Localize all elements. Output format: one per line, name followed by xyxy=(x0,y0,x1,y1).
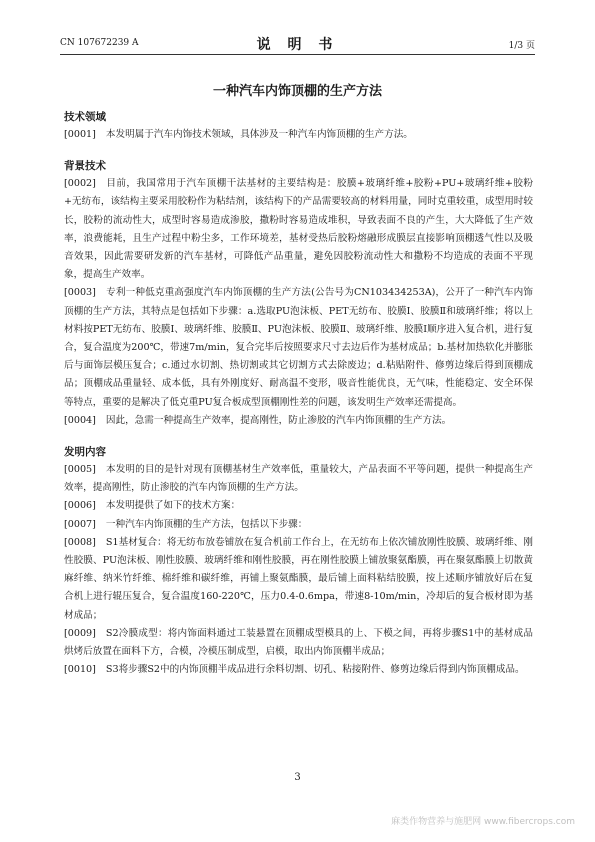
paragraph-number: [0006] xyxy=(64,500,96,512)
document-body xyxy=(64,108,533,679)
section-heading: 背景技术 xyxy=(64,160,106,173)
paragraph-number: [0003] xyxy=(64,287,96,299)
paragraph xyxy=(64,625,533,661)
paragraph-text: S2冷膜成型：将内饰面料通过工装悬置在顶棚成型模具的上、下模之间，再将步骤S1中的基材成品烘烤后放置在面料下方，合模，冷模压制成型，启模，取出内饰顶棚半成品； xyxy=(64,627,533,658)
paragraph-text: 专利一种低克重高强度汽车内饰顶棚的生产方法(公告号为CN103434253A)，公开了一种汽车内饰顶棚的生产方法，其特点是包括如下步骤：a.选取PU泡沫板、PET无纺布、胶膜Ⅰ、胶膜Ⅱ和玻璃纤维；将以上材料按PET无纺布、胶膜Ⅰ、玻璃纤维、胶膜Ⅱ、PU泡沫板、胶膜Ⅱ、玻璃纤维、胶膜Ⅰ顺序进入复合机，进行复合，复合温度为200℃，带速7m/min，复合完毕后按照要求尺寸去边后作为基材成品；b.基材加热软化并膨胀后与面饰层模压复合；c.通过水切割、热切割或其它切割方式去除废边；d.粘贴附件、修剪边缘后得到顶棚成品；顶棚成品重量轻、成本低，具有外刚度好、耐高温不变形，吸音性能优良，无气味，性能稳定、安全环保等特点，重要的是解决了低克重PU复合板成型顶棚刚性差的问题，该发明生产效率还需提高。 xyxy=(64,287,533,408)
page-number: 3 xyxy=(294,772,301,783)
section-heading: 发明内容 xyxy=(64,446,106,459)
paragraph-number: [0005] xyxy=(64,464,96,476)
publication-number: CN 107672239 A xyxy=(60,38,139,48)
document-type: 说 明 书 xyxy=(256,37,339,53)
page-indicator: 1/3 页 xyxy=(508,41,535,51)
paragraph-text: 一种汽车内饰顶棚的生产方法，包括以下步骤： xyxy=(105,518,308,530)
paragraph-number: [0007] xyxy=(64,518,96,530)
paragraph xyxy=(64,497,533,515)
paragraph-text: 本发明的目的是针对现有顶棚基材生产效率低，重量较大，产品表面不平等问题，提供一种提高生产效率，提高刚性，防止渗胶的汽车内饰顶棚的生产方法。 xyxy=(64,464,533,494)
section-heading: 技术领域 xyxy=(64,111,106,123)
watermark: 麻类作物营养与施肥网 www.fibercrops.com xyxy=(391,817,575,827)
paragraph-text: 本发明属于汽车内饰技术领域，具体涉及一种汽车内饰顶棚的生产方法。 xyxy=(105,129,413,140)
document-title: 一种汽车内饰顶棚的生产方法 xyxy=(212,84,382,99)
paragraph xyxy=(64,461,533,497)
paragraph-text: S3将步骤S2中的内饰顶棚半成品进行余料切割、切孔、粘接附件、修剪边缘后得到内饰顶棚成品。 xyxy=(105,664,525,676)
paragraph-number: [0002] xyxy=(64,178,96,190)
paragraph xyxy=(64,412,533,430)
paragraph xyxy=(64,534,533,625)
paragraph-text: S1基材复合：将无纺布放卷铺放在复合机前工作台上，在无纺布上依次铺放刚性胶膜、玻璃纤维、刚性胶膜、PU泡沫板、刚性胶膜、玻璃纤维和刚性胶膜，再在刚性胶膜上铺放聚氨酯膜，再在聚氨酯膜上切散黄麻纤维、纳米竹纤维、棉纤维和碳纤维，再铺上聚氨酯膜，最后铺上面料粘结胶膜，按上述顺序铺放好后在复合机上进行辊压复合，复合温度160-220℃，压力0.4-0.6mpa，带速8-10m/min，冷却后的复合板材即为基材成品； xyxy=(64,536,533,621)
paragraph-number: [0010] xyxy=(64,664,96,676)
paragraph xyxy=(64,661,533,679)
page-header xyxy=(60,34,535,55)
paragraph xyxy=(64,516,533,534)
paragraph-number: [0004] xyxy=(64,414,96,426)
paragraph xyxy=(64,126,533,144)
paragraph-text: 本发明提供了如下的技术方案： xyxy=(105,500,241,512)
paragraph xyxy=(64,284,533,411)
paragraph-number: [0009] xyxy=(64,627,96,639)
paragraph-number: [0001] xyxy=(64,129,96,140)
paragraph xyxy=(64,175,533,284)
paragraph-text: 因此，急需一种提高生产效率，提高刚性，防止渗胶的汽车内饰顶棚的生产方法。 xyxy=(105,414,452,426)
paragraph-number: [0008] xyxy=(64,536,96,548)
paragraph-text: 目前，我国常用于汽车顶棚干法基材的主要结构是：胶膜+玻璃纤维+胶粉+PU+玻璃纤维+胶粉+无纺布，该结构主要采用胶粉作为粘结剂，该结构下的产品需要较高的材料用量，同时克重较重，成型用时较长，胶粉的流动性大，成型时容易造成渗胶，撒粉时容易造成堆积，导致表面不良的产生，大大降低了生产效率，浪费能耗，且生产过程中粉尘多，工作环境差，基材受热后胶粉熔融形成膜层直接影响顶棚透气性以及吸音效果，因此需要研发新的汽车基材，可降低产品重量，避免因胶粉流动性大和撒粉不均造成的表面不平现象，提高生产效率。 xyxy=(64,178,533,281)
